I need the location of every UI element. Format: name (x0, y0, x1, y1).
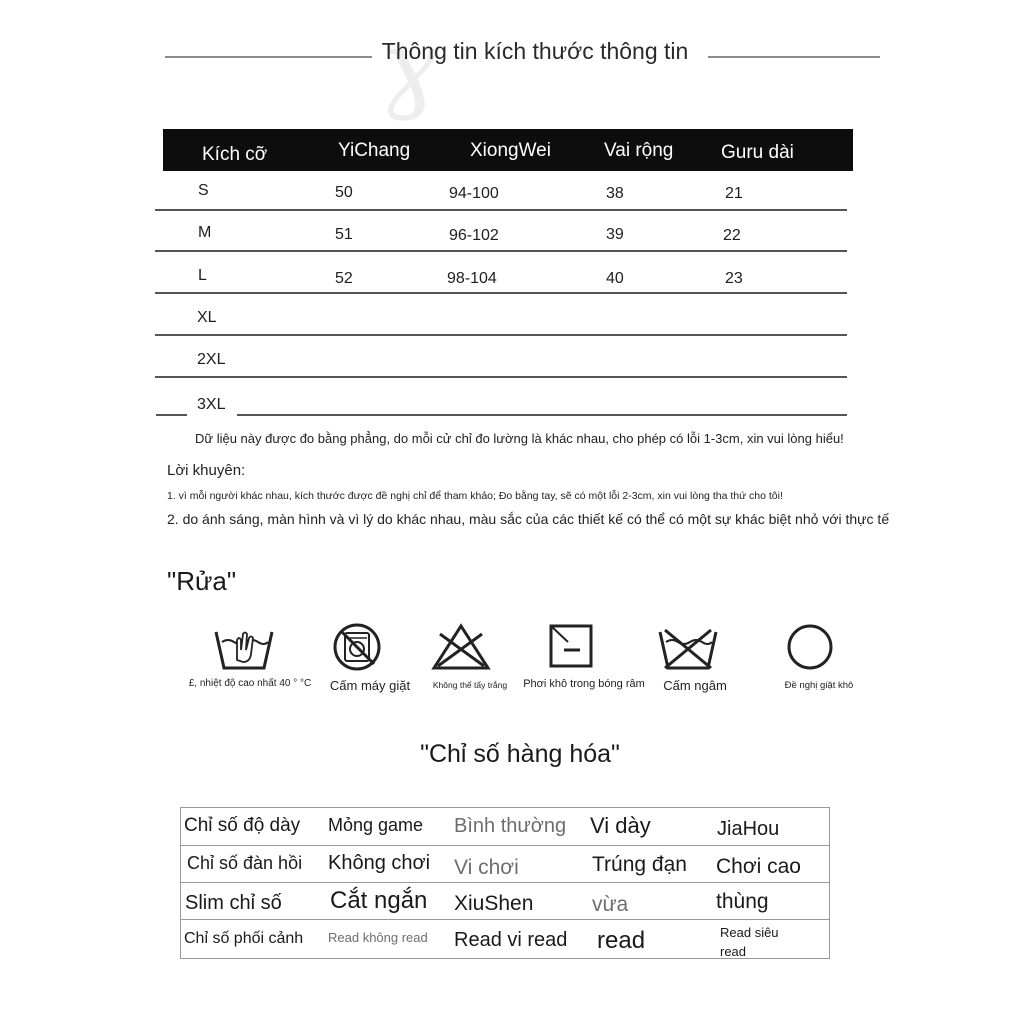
wash-section-title: "Rửa" (167, 566, 237, 596)
table-cell: 40 (606, 270, 624, 287)
table-cell: 96-102 (449, 227, 499, 244)
no-bleach-icon (430, 622, 492, 672)
index-cell: Chỉ số độ dày (184, 815, 301, 836)
no-soak-icon (657, 622, 719, 672)
index-cell: Vi chơi (454, 856, 519, 879)
hand-wash-icon (213, 622, 275, 672)
table-cell: L (198, 267, 207, 284)
index-cell: Mỏng game (328, 815, 424, 835)
page-title: Thông tin kích thước thông tin (381, 38, 689, 64)
index-row-divider (180, 919, 830, 920)
title-rule-left (165, 56, 372, 58)
table-cell: 21 (725, 185, 743, 202)
no-machine-wash-icon (326, 622, 388, 672)
background-watermark: ɣ (380, 10, 438, 122)
wash-label-bleach: Không thể tẩy trắng (432, 680, 508, 690)
index-cell: Chơi cao (716, 855, 801, 878)
index-cell: read (597, 927, 646, 954)
measurement-note: Dữ liệu này được đo bằng phẳng, do mỗi cử chỉ đo lường là khác nhau, cho phép có lỗi 1-3cm, xin vui lòng hiểu! (195, 431, 844, 446)
column-header-size: Kích cỡ (202, 144, 268, 165)
wash-label-machine: Cấm máy giặt (329, 678, 411, 693)
table-cell: 38 (606, 185, 624, 202)
row-divider (155, 209, 847, 211)
table-cell: 52 (335, 270, 353, 287)
wash-label-hand: £, nhiệt độ cao nhất 40 ° °C (188, 678, 312, 689)
index-cell: Chỉ số đàn hồi (187, 853, 303, 873)
index-cell: JiaHou (717, 818, 780, 840)
column-header-shoulder: Vai rộng (604, 140, 674, 161)
column-header-length: YiChang (338, 140, 411, 161)
index-cell: vừa (592, 893, 629, 916)
table-cell: 2XL (197, 351, 226, 368)
index-cell: Read siêu read (720, 925, 779, 959)
table-cell: 51 (335, 226, 353, 243)
index-cell: Read vi read (454, 929, 568, 951)
table-cell: XL (197, 309, 217, 326)
advice-item-1: 1. vì mỗi người khác nhau, kích thước được đề nghị chỉ để tham khảo; Đo bằng tay, sẽ có một lỗi 2-3cm, xin vui lòng tha thứ cho tôi! (167, 490, 783, 502)
row-divider (155, 334, 847, 336)
wash-label-dry-clean: Đề nghị giặt khô (784, 680, 854, 691)
table-cell: 22 (723, 227, 741, 244)
index-cell: XiuShen (454, 892, 534, 915)
table-cell: 50 (335, 184, 353, 201)
row-divider (237, 414, 847, 416)
wash-label-soak: Cấm ngâm (663, 678, 727, 693)
table-cell: M (198, 224, 212, 241)
row-divider (156, 414, 187, 416)
index-row-divider (180, 845, 830, 846)
column-header-chest: XiongWei (470, 140, 551, 161)
table-cell: 23 (725, 270, 743, 287)
index-cell: Chỉ số phối cảnh (184, 930, 304, 947)
index-row-divider (180, 882, 830, 883)
column-header-sleeve: Guru dài (721, 142, 794, 163)
row-divider (155, 292, 847, 294)
title-rule-right (708, 56, 880, 58)
index-cell: Không chơi (328, 852, 431, 874)
index-cell: Trúng đạn (592, 853, 687, 876)
row-divider (155, 250, 847, 252)
index-cell: Slim chỉ số (185, 892, 282, 914)
product-index-title: "Chỉ số hàng hóa" (420, 740, 620, 768)
wash-label-shade: Phơi khô trong bóng râm (523, 678, 645, 690)
index-cell: Read không read (328, 930, 428, 945)
index-cell: thùng (716, 890, 769, 913)
table-cell: 94-100 (449, 185, 499, 202)
index-cell: Cắt ngắn (330, 887, 428, 914)
table-cell: 98-104 (447, 270, 497, 287)
size-table-header (163, 129, 853, 171)
index-cell: Vi dày (590, 813, 651, 838)
table-cell: 39 (606, 226, 624, 243)
table-cell: 3XL (197, 396, 226, 413)
index-cell: Bình thường (454, 815, 567, 837)
dry-clean-icon (779, 622, 841, 672)
table-cell: S (198, 182, 209, 199)
row-divider (155, 376, 847, 378)
advice-title: Lời khuyên: (167, 462, 246, 479)
dry-in-shade-icon (540, 622, 602, 672)
advice-item-2: 2. do ánh sáng, màn hình và vì lý do khác nhau, màu sắc của các thiết kế có thể có một sự khác biệt nhỏ với thực tế (167, 511, 890, 527)
